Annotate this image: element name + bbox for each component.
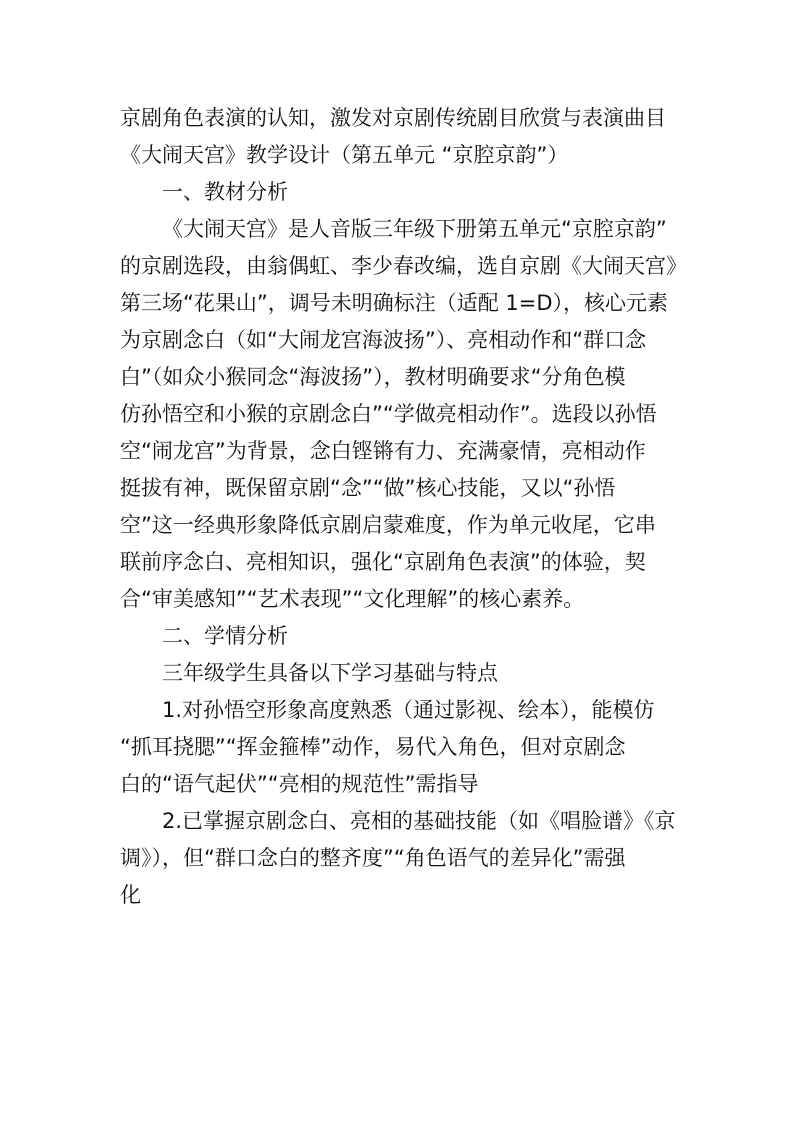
text-line: 三年级学生具备以下学习基础与特点 [162,661,498,685]
text-line: 联前序念白、亮相知识，强化“京剧角色表演”的体验，契 [120,550,646,574]
text-line: 仿孙悟空和小猴的京剧念白”“学做亮相动作”。选段以孙悟 [120,402,657,426]
text-line: 白的“语气起伏”“亮相的规范性”需指导 [120,772,479,796]
text-line: 的京剧选段，由翁偶虹、李少春改编，选自京剧《大闹天宫》 [120,254,687,278]
text-line: 合“审美感知”“艺术表现”“文化理解”的核心素养。 [120,587,585,611]
text-line: 空“闹龙宫”为背景，念白铿锵有力、充满豪情，亮相动作 [120,439,646,463]
text-line: 第三场“花果山”，调号未明确标注（适配 1=D），核心元素 [120,291,669,315]
text-line: “抓耳挠腮”“挥金箍棒”动作，易代入角色，但对京剧念 [120,735,626,759]
text-line: 调》），但“群口念白的整齐度”“角色语气的差异化”需强 [120,846,626,870]
list-item-line: 2.已掌握京剧念白、亮相的基础技能（如《唱脸谱》《京 [162,809,676,833]
text-line: 挺拔有神，既保留京剧“念”“做”核心技能，又以“孙悟 [120,476,616,500]
lesson-title-line: 《大闹天宫》教学设计（第五单元 “京腔京韵”） [120,143,569,167]
text-line: 为京剧念白（如“大闹龙宫海波扬”）、亮相动作和“群口念 [120,328,647,352]
section-heading-student-analysis: 二、学情分析 [162,624,288,648]
text-line: 空”这一经典形象降低京剧启蒙难度，作为单元收尾，它串 [120,513,656,537]
text-line: 白”（如众小猴同念“海波扬”），教材明确要求“分角色模 [120,365,626,389]
text-line: 化 [120,883,141,907]
text-line: 《大闹天宫》是人音版三年级下册第五单元“京腔京韵” [162,217,667,241]
text-line: 京剧角色表演的认知，激发对京剧传统剧目欣赏与表演曲目 [120,106,666,130]
section-heading-textbook-analysis: 一、教材分析 [162,180,288,204]
document-body [120,100,687,914]
list-item-line: 1.对孙悟空形象高度熟悉（通过影视、绘本），能模仿 [162,698,655,722]
